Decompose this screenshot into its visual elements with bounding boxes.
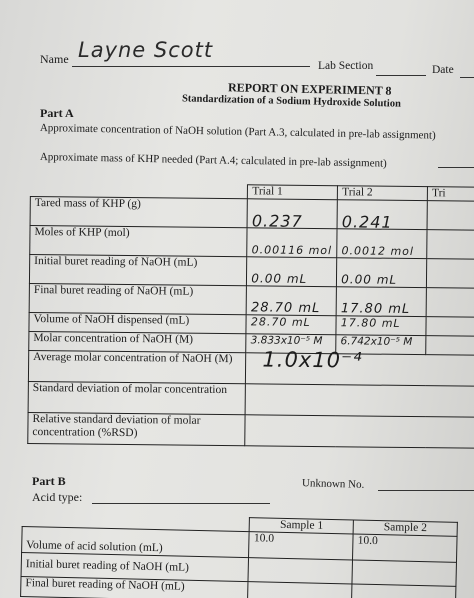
cell-b-initial-s1[interactable] <box>248 558 352 584</box>
cell-final-t2[interactable]: 17.80 mL <box>336 287 426 317</box>
part-b-label: Part B <box>32 474 66 488</box>
cell-initial-t1[interactable]: 0.00 mL <box>247 257 337 287</box>
cell-b-final-s2[interactable] <box>352 584 456 598</box>
row-label: Final buret reading of NaOH (mL) <box>21 576 249 598</box>
cell-final-t3[interactable] <box>426 288 474 318</box>
row-label: Standard deviation of molar concentration <box>28 381 246 414</box>
row-label: Tared mass of KHP (g) <box>30 197 248 228</box>
cell-std-dev[interactable] <box>245 384 474 417</box>
row-label: Initial buret reading of NaOH (mL) <box>21 553 249 582</box>
row-label: Relative standard deviation of molar concentration (%RSD) <box>28 412 246 445</box>
approx-concentration-text: Approximate concentration of NaOH solution (Part A.3, calculated in pre-lab assignment) <box>39 122 436 142</box>
report-title: REPORT ON EXPERIMENT 8 <box>227 80 392 98</box>
row-label: Volume of NaOH dispensed (mL) <box>29 312 247 333</box>
row-label: Volume of acid solution (mL) <box>22 527 250 558</box>
cell-initial-t2[interactable]: 0.00 mL <box>337 258 427 288</box>
acid-type-label: Acid type: <box>32 490 83 504</box>
part-b-table <box>20 512 474 598</box>
name-value: Layne Scott <box>78 38 214 62</box>
cell-initial-t3[interactable] <box>427 259 474 289</box>
col-trial-2: Trial 2 <box>338 186 428 201</box>
col-trial-1: Trial 1 <box>248 185 338 200</box>
cell-tared-mass-t3[interactable] <box>427 201 474 231</box>
spacer <box>455 586 474 598</box>
cell-rsd[interactable] <box>245 415 474 448</box>
cell-molarity-t1[interactable]: 3.833x10⁻⁵ M <box>246 334 336 354</box>
cell-tared-mass-t2[interactable]: 0.241 <box>337 200 427 230</box>
row-label: Moles of KHP (mol) <box>30 226 248 257</box>
cell-final-t1[interactable]: 28.70 mL <box>246 286 336 316</box>
date-label: Date <box>432 64 454 76</box>
cell-volume-t3[interactable] <box>426 317 474 337</box>
name-underline <box>72 66 310 67</box>
name-label: Name <box>40 52 69 66</box>
approx-mass-underline <box>438 167 474 168</box>
cell-volume-t1[interactable]: 28.70 mL <box>246 315 336 335</box>
cell-b-final-s1[interactable] <box>248 582 352 598</box>
cell-average-molarity[interactable]: 1.0x10⁻⁴ <box>246 353 474 386</box>
part-a-label: Part A <box>40 106 74 120</box>
cell-tared-mass-t1[interactable]: 0.237 <box>247 199 337 229</box>
part-a-table <box>27 182 474 449</box>
row-label: Final buret reading of NaOH (mL) <box>29 283 247 314</box>
report-subtitle: Standardization of a Sodium Hydroxide Solution <box>181 93 402 110</box>
unknown-no-label: Unknown No. <box>301 477 365 491</box>
date-underline <box>460 77 474 78</box>
cell-acid-volume-s1[interactable]: 10.0 <box>249 532 353 560</box>
cell-moles-t3[interactable] <box>427 230 474 260</box>
row-label: Initial buret reading of NaOH (mL) <box>29 255 247 286</box>
cell-moles-t2[interactable]: 0.0012 mol <box>337 229 427 259</box>
lab-section-label: Lab Section <box>318 60 374 72</box>
cell-moles-t1[interactable]: 0.00116 mol <box>247 228 337 258</box>
cell-acid-volume-s2[interactable]: 10.0 <box>353 534 457 562</box>
cell-volume-t2[interactable]: 17.80 mL <box>336 316 426 336</box>
cell-b-initial-s2[interactable] <box>352 560 456 586</box>
acid-type-underline <box>92 503 270 504</box>
spacer <box>456 536 474 563</box>
lab-section-underline <box>376 75 426 76</box>
row-label: Average molar concentration of NaOH (M) <box>28 350 246 383</box>
unknown-no-underline <box>378 490 474 491</box>
cell-molarity-t3[interactable] <box>426 336 474 356</box>
col-sample-2: Sample 2 <box>353 520 457 536</box>
spacer <box>456 562 474 587</box>
approx-mass-text: Approximate mass of KHP needed (Part A.4; calculated in pre-lab assignment) <box>39 151 387 170</box>
row-label: Molar concentration of NaOH (M) <box>29 331 247 352</box>
cell-molarity-t2[interactable]: 6.742x10⁻⁵ M <box>336 335 426 355</box>
header-blank <box>457 522 474 537</box>
col-trial-3: Tri <box>427 187 474 202</box>
col-sample-1: Sample 1 <box>250 518 354 534</box>
